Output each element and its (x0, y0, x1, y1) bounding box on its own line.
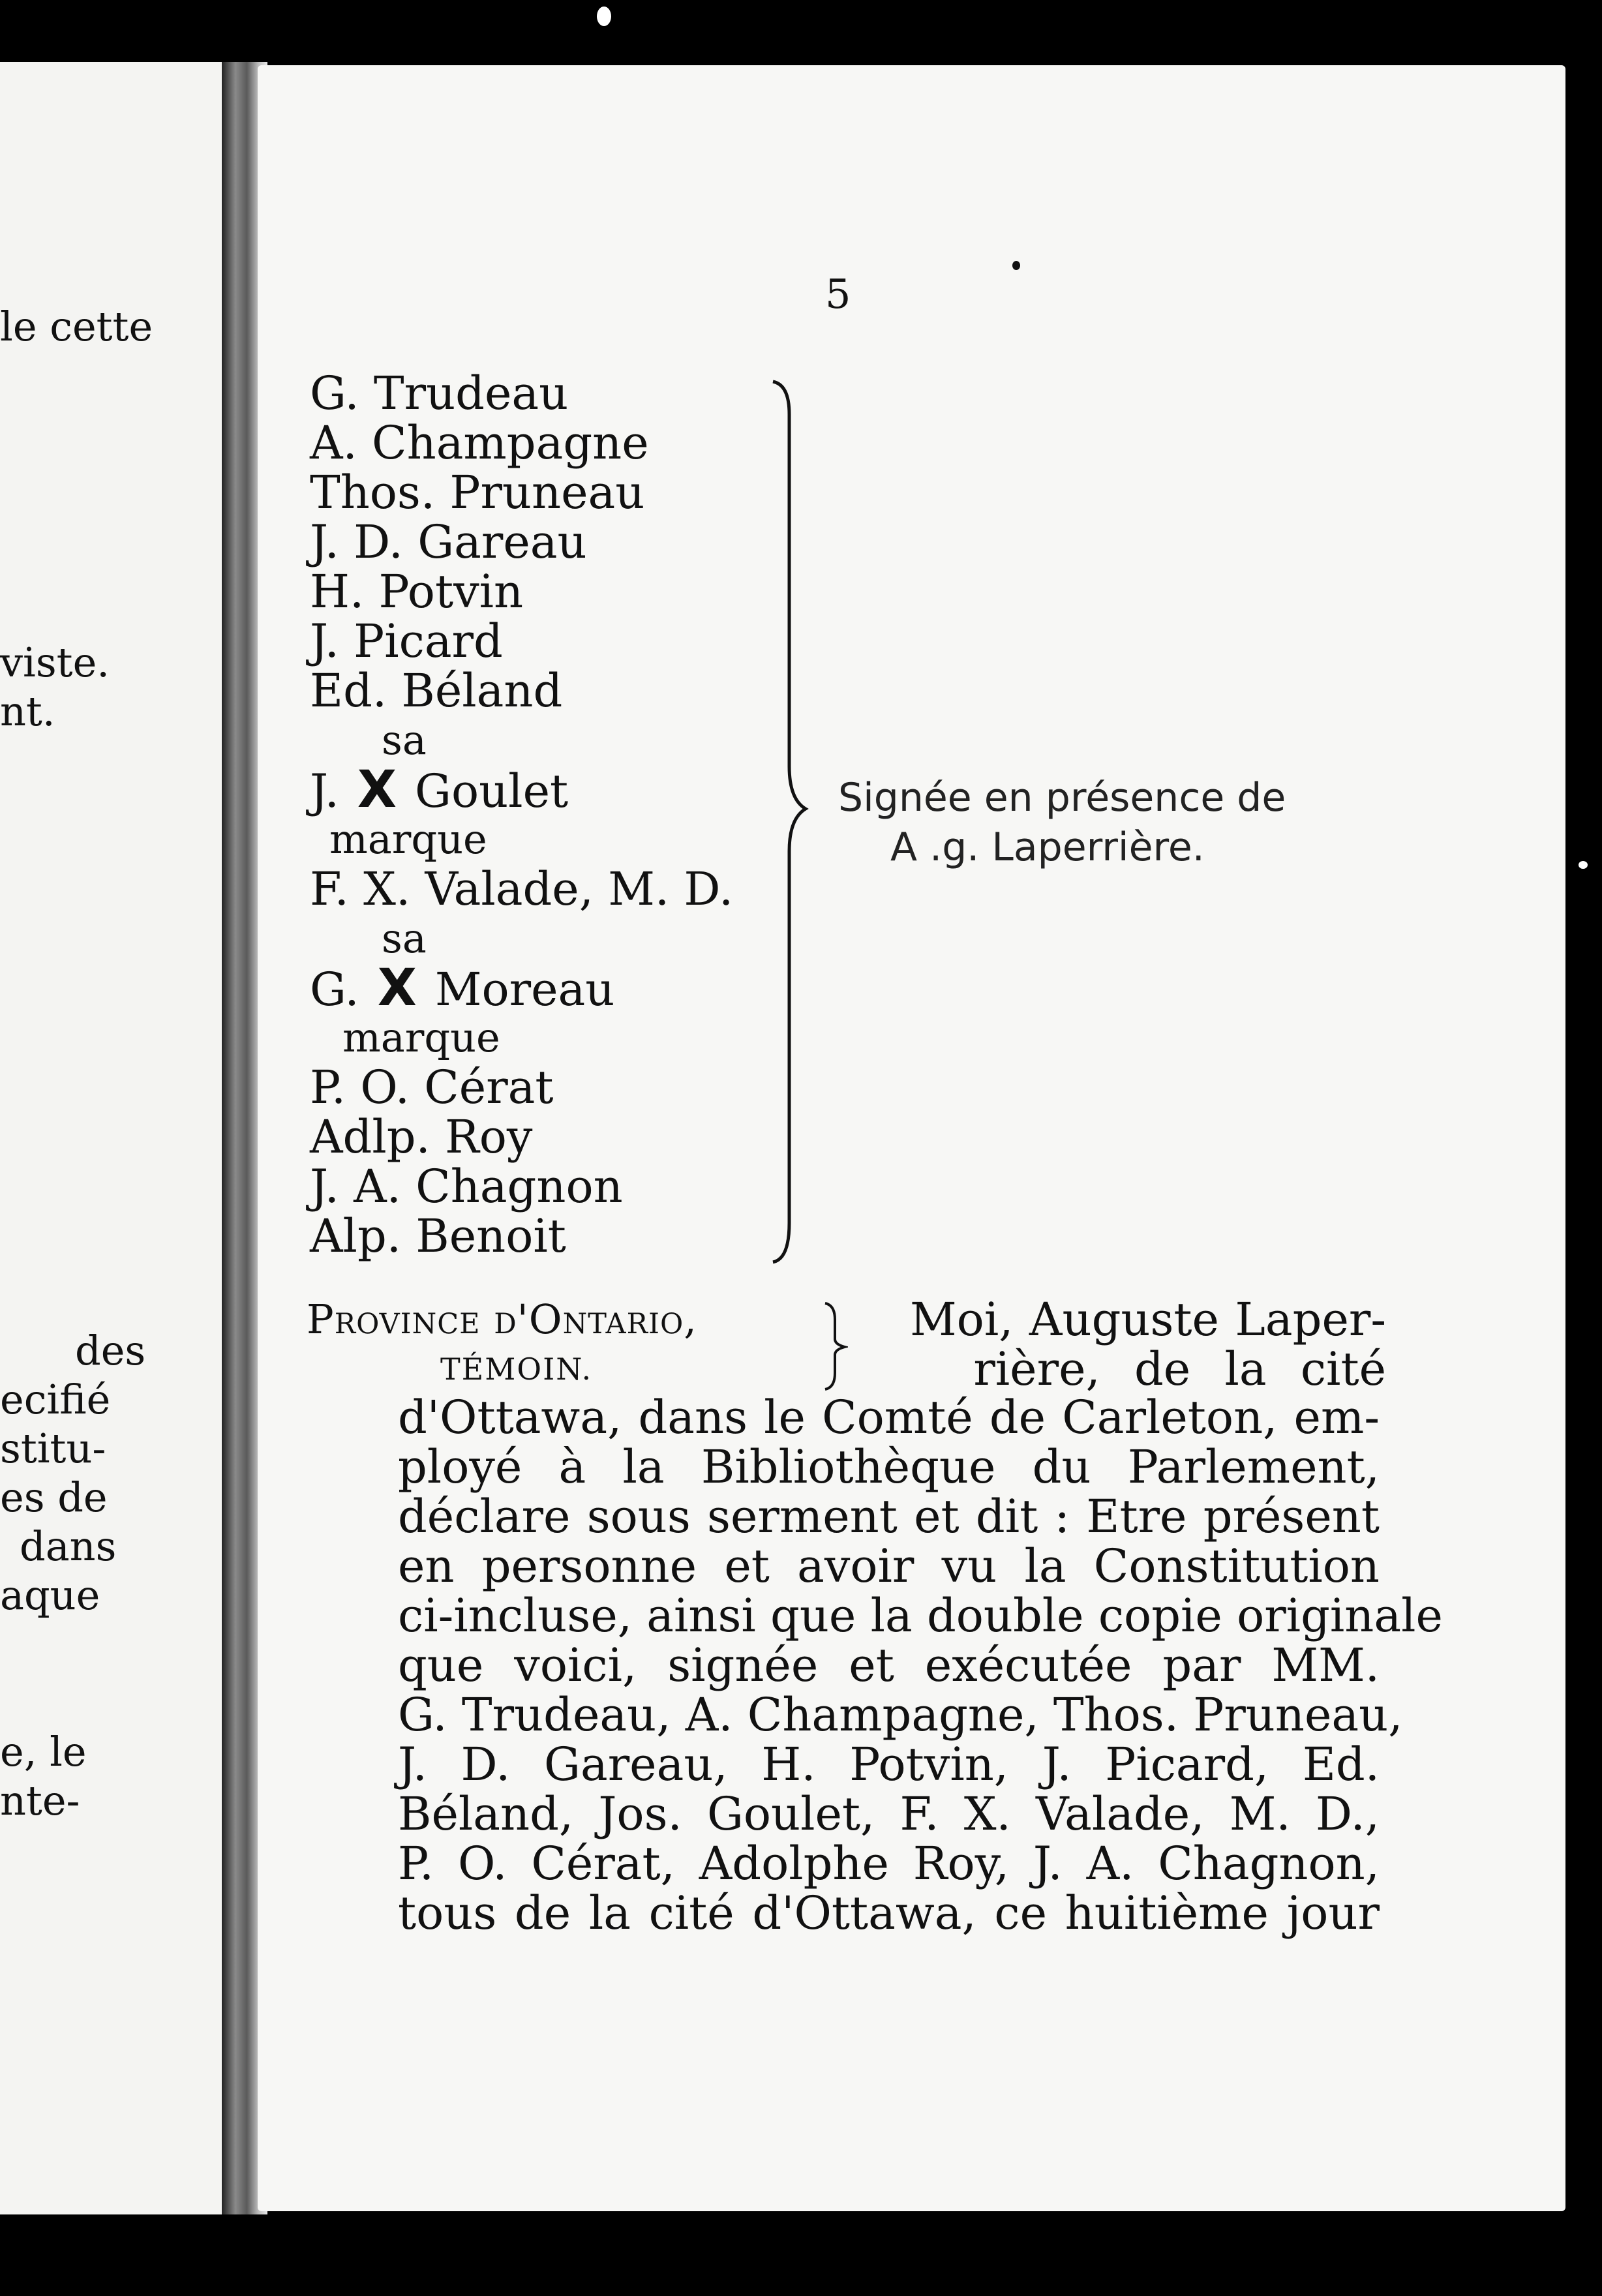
affidavit-line: J. D. Gareau, H. Potvin, J. Picard, Ed. (398, 1738, 1380, 1791)
signatory-line: Ed. Béland (310, 664, 563, 718)
signatory-line: J. A. Chagnon (310, 1160, 623, 1213)
affidavit-line: tous de la cité d'Ottawa, ce huitième jour (398, 1886, 1380, 1940)
page-number: 5 (825, 270, 851, 318)
signatory-line: sa (382, 716, 427, 764)
signatory-line: sa (382, 914, 427, 962)
signatory-surname: Goulet (415, 764, 569, 818)
signatory-brace (770, 375, 809, 1265)
affidavit-opening-line-2: rière, de la cité (973, 1342, 1386, 1396)
affidavit-line: P. O. Cérat, Adolphe Roy, J. A. Chagnon, (398, 1837, 1380, 1890)
witness-note (838, 773, 1360, 872)
signatory-list (310, 369, 845, 1261)
temoin-label: TÉMOIN. (440, 1352, 593, 1387)
signatory-line: Adlp. Roy (310, 1110, 533, 1164)
witness-line-2: A .g. Laperrière. (890, 824, 1205, 870)
left-page-fragment: nt. (0, 687, 55, 735)
affidavit-body (398, 1391, 1443, 1940)
signatory-line: marque (342, 1014, 500, 1061)
film-speck (1579, 861, 1588, 869)
affidavit-line: ployé à la Bibliothèque du Parlement, (398, 1440, 1380, 1494)
affidavit-line: Béland, Jos. Goulet, F. X. Valade, M. D., (398, 1787, 1380, 1841)
left-page-fragment: es de (0, 1473, 108, 1521)
signatory-line: Alp. Benoit (310, 1209, 566, 1263)
film-speck (597, 7, 611, 26)
affidavit-line: ci-incluse, ainsi que la double copie originale (398, 1589, 1443, 1642)
signature-mark-x: X (357, 761, 397, 819)
signatory-line (310, 761, 845, 819)
affidavit-line: déclare sous serment et dit : Etre présent (398, 1490, 1380, 1543)
signatory-line: F. X. Valade, M. D. (310, 862, 734, 916)
left-page-fragment: stitu- (0, 1425, 106, 1472)
left-page-fragment: nte- (0, 1777, 80, 1824)
witness-line-1: Signée en présence de (838, 775, 1286, 821)
affidavit-opening-line-1: Moi, Auguste Laper- (910, 1293, 1386, 1346)
affidavit-heading (307, 1293, 1386, 1399)
affidavit-opening (910, 1295, 1386, 1394)
affidavit-line: d'Ottawa, dans le Comté de Carleton, em- (398, 1391, 1380, 1444)
signatory-line: H. Potvin (310, 565, 524, 618)
affidavit-brace (822, 1300, 848, 1391)
signatory-line: P. O. Cérat (310, 1061, 554, 1114)
left-page-fragment: aque (0, 1571, 100, 1619)
affidavit-line: en personne et avoir vu la Constitution (398, 1539, 1380, 1593)
signatory-surname: Moreau (434, 963, 615, 1016)
affidavit-line: G. Trudeau, A. Champagne, Thos. Pruneau, (398, 1688, 1403, 1742)
left-page-fragment: dans (20, 1522, 117, 1570)
affidavit-line: que voici, signée et exécutée par MM. (398, 1639, 1380, 1692)
signatory-line: J. Picard (310, 614, 503, 668)
signatory-line: J. D. Gareau (310, 515, 587, 569)
left-page-fragment: viste. (0, 639, 110, 686)
left-page-fragment: e, le (0, 1728, 87, 1775)
signature-mark-x: X (377, 959, 417, 1018)
signatory-line: marque (329, 815, 487, 863)
left-page-fragment: le cette (0, 303, 153, 350)
left-page-fragment: ecifié (0, 1376, 111, 1423)
signatory-initial: G. (310, 963, 359, 1016)
signatory-line (310, 959, 845, 1018)
signatory-line: G. Trudeau (310, 367, 569, 420)
ink-spot (1012, 261, 1020, 270)
signatory-line: A. Champagne (310, 416, 649, 470)
left-page-fragment: des (75, 1327, 146, 1374)
signatory-line: Thos. Pruneau (310, 466, 645, 519)
signatory-initial: J. (310, 764, 339, 818)
province-label: Province d'Ontario, (307, 1295, 697, 1343)
left-page (0, 62, 232, 2214)
